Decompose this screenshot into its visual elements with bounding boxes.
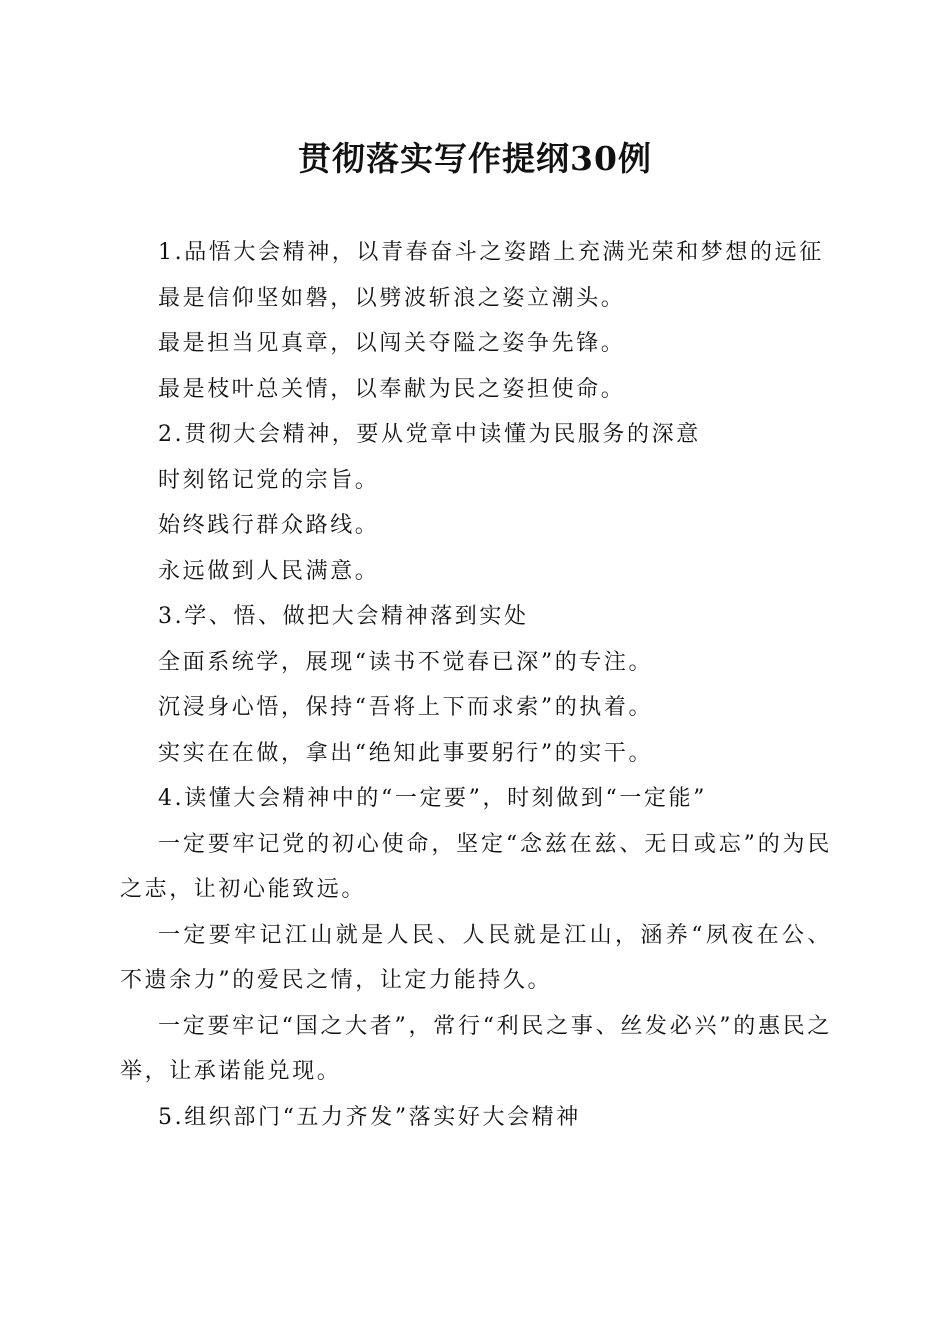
heading-1: 1.品悟大会精神，以青春奋斗之姿踏上充满光荣和梦想的远征 <box>158 240 824 265</box>
heading-4: 4.读懂大会精神中的“一定要”，时刻做到“一定能” <box>158 786 707 811</box>
paragraph: 实实在在做，拿出“绝知此事要躬行”的实干。 <box>158 740 654 766</box>
paragraph: 一定要牢记党的初心使命，坚定“念兹在兹、无日或忘”的为民之志，让初心能致远。 <box>120 831 832 902</box>
document-title: 贯彻落实写作提纲30例 <box>298 139 652 178</box>
paragraph: 时刻铭记党的宗旨。 <box>158 467 380 493</box>
paragraph: 一定要牢记“国之大者”，常行“利民之事、丝发必兴”的惠民之举，让承诺能兑现。 <box>120 1013 832 1084</box>
paragraph: 永远做到人民满意。 <box>158 558 380 584</box>
paragraph: 最是枝叶总关情，以奉献为民之姿担使命。 <box>158 376 626 402</box>
paragraph: 最是担当见真章，以闯关夺隘之姿争先锋。 <box>158 331 626 356</box>
paragraph: 一定要牢记江山就是人民、人民就是江山，涵养“夙夜在公、不遗余力”的爱民之情，让定力能持久。 <box>120 922 832 993</box>
heading-5: 5.组织部门“五力齐发”落实好大会精神 <box>158 1104 581 1130</box>
heading-2: 2.贯彻大会精神，要从党章中读懂为民服务的深意 <box>158 422 701 447</box>
paragraph: 最是信仰坚如磐，以劈波斩浪之姿立潮头。 <box>158 285 626 311</box>
paragraph: 沉浸身心悟，保持“吾将上下而求索”的执着。 <box>158 695 654 720</box>
document-body <box>120 230 832 1140</box>
heading-3: 3.学、悟、做把大会精神落到实处 <box>158 604 529 629</box>
paragraph: 全面系统学，展现“读书不觉春已深”的专注。 <box>158 649 654 675</box>
paragraph: 始终践行群众路线。 <box>158 513 380 538</box>
